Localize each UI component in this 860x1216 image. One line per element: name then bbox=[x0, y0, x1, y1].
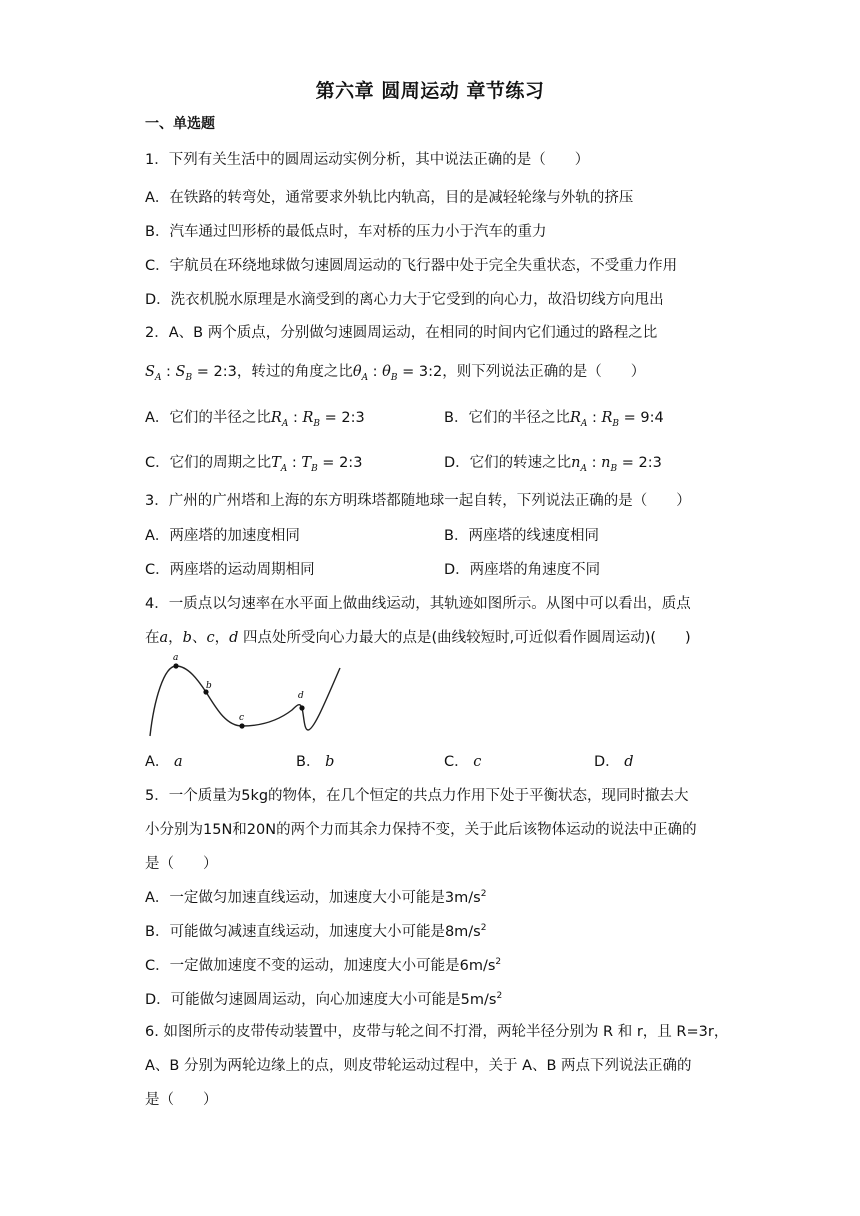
q5-option-b: B．可能做匀减速直线运动，加速度大小可能是$8m/s^2$ bbox=[145, 923, 487, 940]
q4-option-c: C． c bbox=[444, 754, 482, 770]
q1-option-b: B．汽车通过凹形桥的最低点时，车对桥的压力小于汽车的重力 bbox=[145, 224, 547, 240]
q2-ratio-s: 2:3 bbox=[213, 364, 237, 380]
point-a-label: a bbox=[173, 653, 179, 663]
q1-option-a: A．在铁路的转弯处，通常要求外轨比内轨高，目的是减轻轮缘与外轨的挤压 bbox=[145, 190, 634, 206]
point-c-dot bbox=[239, 723, 244, 728]
q2-stem-line2: $S_A$ : $S_B$ = 2:3，转过的角度之比$\theta_A$ : $\theta_B$ = 3:2，则下列说法正确的是（ ） bbox=[145, 364, 646, 383]
q2-stem: 2．A、B 两个质点，分别做匀速圆周运动，在相同的时间内它们通过的路程之比 bbox=[145, 325, 658, 341]
q3-option-c: C．两座塔的运动周期相同 bbox=[145, 562, 315, 578]
section-heading: 一、单选题 bbox=[145, 116, 215, 132]
q6-stem-line3: 是（ ） bbox=[145, 1092, 218, 1108]
q2-option-d: D．它们的转速之比$n_A$ : $n_B$ = 2:3 bbox=[444, 455, 662, 474]
q3-stem: 3．广州的广州塔和上海的东方明珠塔都随地球一起自转，下列说法正确的是（ ） bbox=[145, 493, 691, 509]
q6-stem: 6. 如图所示的皮带传动装置中，皮带与轮之间不打滑，两轮半径分别为 R 和 r，且 R=3r， bbox=[145, 1024, 729, 1040]
q3-option-d: D．两座塔的角速度不同 bbox=[444, 562, 601, 578]
q4-option-a: A． a bbox=[145, 754, 183, 770]
q2-option-a: A．它们的半径之比$R_A$ : $R_B$ = 2:3 bbox=[145, 410, 365, 429]
q3-option-b: B．两座塔的线速度相同 bbox=[444, 528, 599, 544]
q5-stem: 5．一个质量为5kg的物体，在几个恒定的共点力作用下处于平衡状态，现同时撤去大 bbox=[145, 788, 689, 804]
point-c-label: c bbox=[239, 713, 245, 723]
q3-option-a: A．两座塔的加速度相同 bbox=[145, 528, 300, 544]
q2-option-c: C．它们的周期之比$T_A$ : $T_B$ = 2:3 bbox=[145, 455, 363, 474]
q5-option-d: D．可能做匀速圆周运动，向心加速度大小可能是$5m/s^2$ bbox=[145, 991, 503, 1008]
q6-stem-line2: A、B 分别为两轮边缘上的点，则皮带轮运动过程中，关于 A、B 两点下列说法正确的 bbox=[145, 1058, 692, 1074]
q5-stem-line3: 是（ ） bbox=[145, 856, 218, 872]
point-b-label: b bbox=[206, 681, 212, 691]
point-d-label: d bbox=[298, 691, 304, 701]
q4-option-b: B． b bbox=[296, 754, 335, 770]
q2-ratio-theta: 3:2 bbox=[418, 364, 443, 380]
page-title: 第六章 圆周运动 章节练习 bbox=[315, 80, 545, 102]
q4-stem: 4．一质点以匀速率在水平面上做曲线运动，其轨迹如图所示。从图中可以看出，质点 bbox=[145, 596, 691, 612]
trajectory-curve bbox=[150, 666, 340, 736]
q5-option-c: C．一定做加速度不变的运动，加速度大小可能是$6m/s^2$ bbox=[145, 957, 502, 974]
q1-option-c: C．宇航员在环绕地球做匀速圆周运动的飞行器中处于完全失重状态，不受重力作用 bbox=[145, 258, 678, 274]
point-d-dot bbox=[299, 705, 304, 710]
q4-stem-line2: 在a，b、c，d 四点处所受向心力最大的点是(曲线较短时,可近似看作圆周运动)( ) bbox=[145, 630, 691, 646]
q2-option-b: B．它们的半径之比$R_A$ : $R_B$ = 9:4 bbox=[444, 410, 664, 429]
q5-stem-line2: 小分别为15N和20N的两个力而其余力保持不变，关于此后该物体运动的说法中正确的 bbox=[145, 822, 697, 838]
q4-option-d: D． d bbox=[594, 754, 634, 770]
point-a-dot bbox=[173, 663, 178, 668]
q1-option-d: D．洗衣机脱水原理是水滴受到的离心力大于它受到的向心力，故沿切线方向甩出 bbox=[145, 292, 664, 308]
q1-stem: 1．下列有关生活中的圆周运动实例分析，其中说法正确的是（ ） bbox=[145, 152, 590, 168]
trajectory-figure bbox=[144, 650, 344, 740]
q5-option-a: A．一定做匀加速直线运动，加速度大小可能是$3m/s^2$ bbox=[145, 889, 487, 906]
